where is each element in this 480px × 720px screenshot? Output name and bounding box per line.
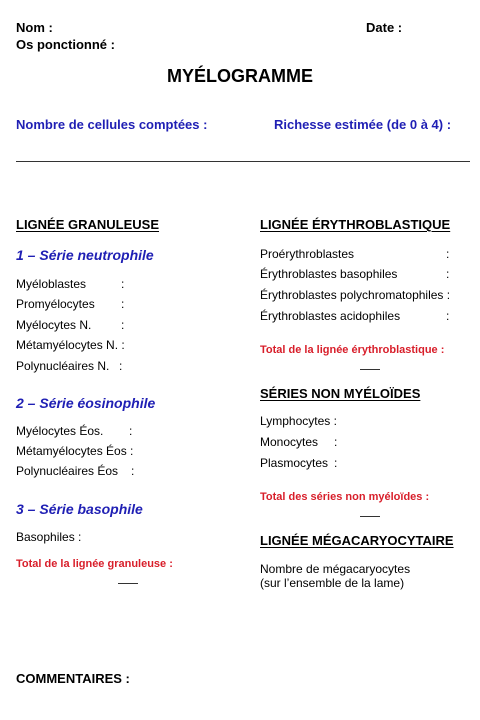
- neutrophil-series-title: 1 – Série neutrophile: [16, 247, 154, 263]
- cells-counted-label: Nombre de cellules comptées :: [16, 117, 208, 132]
- os-label: Os ponctionné :: [16, 37, 115, 52]
- list-item: Promyélocytes: [16, 297, 95, 311]
- list-item: Polynucléaires Éos: [16, 464, 119, 478]
- erythro-total-label: Total de la lignée érythroblastique :: [260, 344, 445, 356]
- item-colon: :: [129, 424, 133, 438]
- non-myeloid-title: SÉRIES NON MYÉLOÏDES: [260, 386, 421, 401]
- richness-label: Richesse estimée (de 0 à 4) :: [274, 117, 452, 132]
- list-item: Myélocytes N.: [16, 318, 92, 332]
- megakaryo-title: LIGNÉE MÉGACARYOCYTAIRE: [260, 533, 454, 548]
- nom-label: Nom :: [16, 20, 53, 35]
- item-colon: :: [446, 267, 450, 281]
- list-item: Monocytes: [260, 435, 319, 449]
- item-colon: :: [121, 318, 125, 332]
- item-colon: :: [446, 309, 450, 323]
- erythro-title: LIGNÉE ÉRYTHROBLASTIQUE: [260, 217, 451, 232]
- list-item: Proérythroblastes: [260, 247, 355, 261]
- list-item: Basophiles :: [16, 530, 82, 544]
- list-item: Polynucléaires N.: [16, 359, 110, 373]
- page-title: MYÉLOGRAMME: [167, 66, 313, 86]
- item-colon: :: [119, 359, 123, 373]
- list-item: Métamyélocytes N. :: [16, 338, 125, 352]
- megakaryo-count-label: Nombre de mégacaryocytes: [260, 562, 411, 576]
- item-colon: :: [131, 464, 135, 478]
- list-item: Érythroblastes polychromatophiles :: [260, 288, 451, 302]
- granuleuse-total-value-line: [118, 583, 138, 584]
- item-colon: :: [121, 277, 125, 291]
- header-divider: [16, 161, 470, 162]
- list-item: Lymphocytes :: [260, 414, 337, 428]
- list-item: Érythroblastes basophiles: [260, 267, 398, 281]
- item-colon: :: [121, 297, 125, 311]
- basophil-series-title: 3 – Série basophile: [16, 501, 143, 517]
- eosinophil-series-title: 2 – Série éosinophile: [16, 395, 156, 411]
- date-label: Date :: [366, 20, 403, 35]
- megakaryo-count-sublabel: (sur l’ensemble de la lame): [260, 576, 405, 590]
- non-myeloid-total-value-line: [360, 516, 380, 517]
- item-colon: :: [334, 435, 338, 449]
- granuleuse-total-label: Total de la lignée granuleuse :: [16, 558, 173, 570]
- list-item: Métamyélocytes Éos :: [16, 444, 134, 458]
- list-item: Érythroblastes acidophiles: [260, 309, 401, 323]
- list-item: Myélocytes Éos.: [16, 424, 104, 438]
- erythro-total-value-line: [360, 369, 380, 370]
- item-colon: :: [446, 247, 450, 261]
- comments-label: COMMENTAIRES :: [16, 671, 130, 686]
- item-colon: :: [334, 456, 338, 470]
- list-item: Plasmocytes: [260, 456, 329, 470]
- non-myeloid-total-label: Total des séries non myéloïdes :: [260, 491, 430, 503]
- list-item: Myéloblastes: [16, 277, 87, 291]
- granuleuse-title: LIGNÉE GRANULEUSE: [16, 217, 160, 232]
